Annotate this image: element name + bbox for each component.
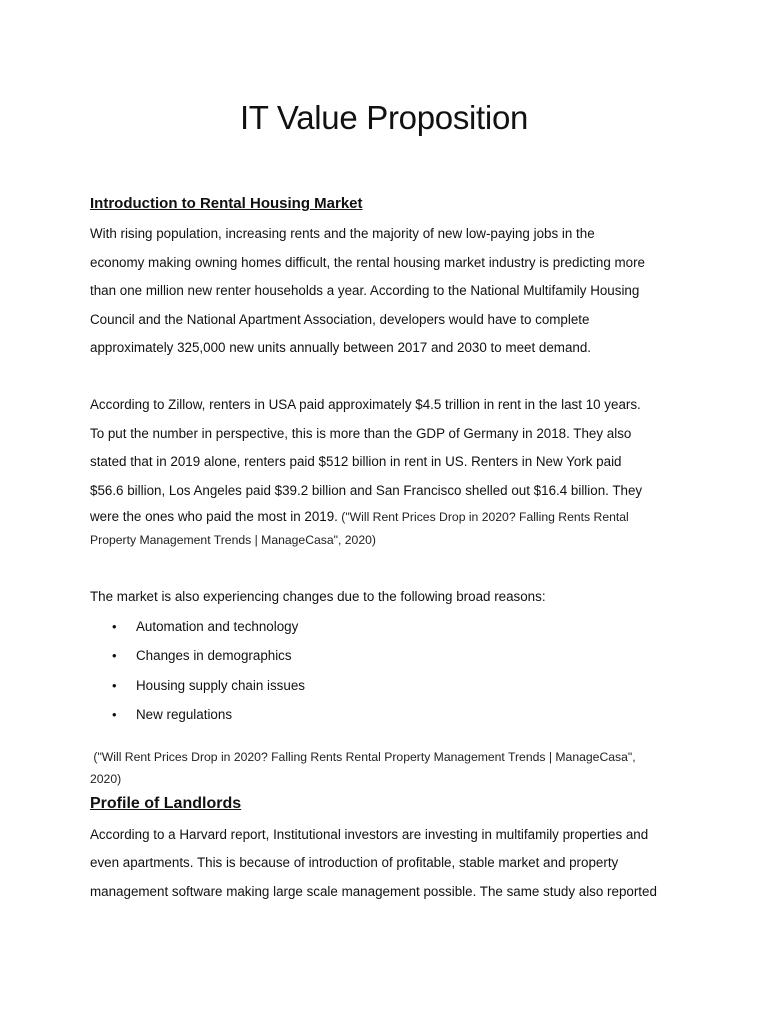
list-item bbox=[90, 671, 690, 700]
bullet-icon: • bbox=[112, 618, 117, 634]
paragraph-landlords bbox=[90, 821, 690, 907]
list-item-text: Automation and technology bbox=[136, 618, 299, 634]
bullet-icon: • bbox=[112, 707, 117, 723]
document-body bbox=[90, 192, 690, 906]
paragraph-broad-reasons: The market is also experiencing changes due to the following broad reasons: bbox=[90, 589, 546, 605]
paragraph-rental-market bbox=[90, 220, 690, 363]
paragraph-line: $56.6 billion, Los Angeles paid $39.2 billion and San Francisco shelled out $16.4 billion. They bbox=[90, 482, 643, 498]
paragraph-line: According to Zillow, renters in USA paid approximately $4.5 trillion in rent in the last 10 years. bbox=[90, 396, 641, 412]
paragraph-line: stated that in 2019 alone, renters paid $512 billion in rent in US. Renters in New York paid bbox=[90, 454, 622, 470]
citation-block bbox=[90, 746, 690, 790]
section-heading-introduction: Introduction to Rental Housing Market bbox=[90, 195, 363, 212]
paragraph-line: management software making large scale management possible. The same study also reported bbox=[90, 883, 657, 899]
paragraph-line: Council and the National Apartment Association, developers would have to complete bbox=[90, 311, 590, 327]
list-item-text: Changes in demographics bbox=[136, 648, 292, 664]
paragraph-line: According to a Harvard report, Institutional investors are investing in multifamily properties and bbox=[90, 826, 649, 842]
paragraph-line: than one million new renter households a year. According to the National Multifamily Housing bbox=[90, 283, 640, 299]
paragraph-line: even apartments. This is because of introduction of profitable, stable market and property bbox=[90, 855, 619, 871]
paragraph-text: were the ones who paid the most in 2019. bbox=[90, 509, 338, 525]
document-title: IT Value Proposition bbox=[239, 99, 529, 136]
bullet-icon: • bbox=[112, 677, 117, 693]
paragraph-zillow bbox=[90, 391, 690, 551]
citation-line: 2020) bbox=[90, 771, 122, 786]
list-item-text: New regulations bbox=[136, 707, 233, 723]
list-item bbox=[90, 612, 690, 641]
citation-line: ("Will Rent Prices Drop in 2020? Falling Rents Rental Property Management Trends | ManageCasa", bbox=[90, 749, 636, 764]
inline-citation-continued: Property Management Trends | ManageCasa", 2020) bbox=[90, 533, 376, 548]
paragraph-line: With rising population, increasing rents and the majority of new low-paying jobs in the bbox=[90, 226, 595, 241]
list-item bbox=[90, 641, 690, 670]
paragraph-line bbox=[90, 505, 690, 529]
reasons-list bbox=[90, 612, 690, 730]
bullet-icon: • bbox=[112, 648, 117, 664]
list-item-text: Housing supply chain issues bbox=[136, 677, 305, 693]
list-item bbox=[90, 700, 690, 729]
paragraph-line: economy making owning homes difficult, the rental housing market industry is predicting more bbox=[90, 254, 645, 270]
inline-citation: ("Will Rent Prices Drop in 2020? Falling Rents Rental bbox=[337, 510, 629, 525]
section-heading-landlords: Profile of Landlords bbox=[90, 794, 242, 812]
paragraph-line: To put the number in perspective, this is more than the GDP of Germany in 2018. They also bbox=[90, 425, 632, 441]
paragraph-line: approximately 325,000 new units annually between 2017 and 2030 to meet demand. bbox=[90, 340, 592, 356]
